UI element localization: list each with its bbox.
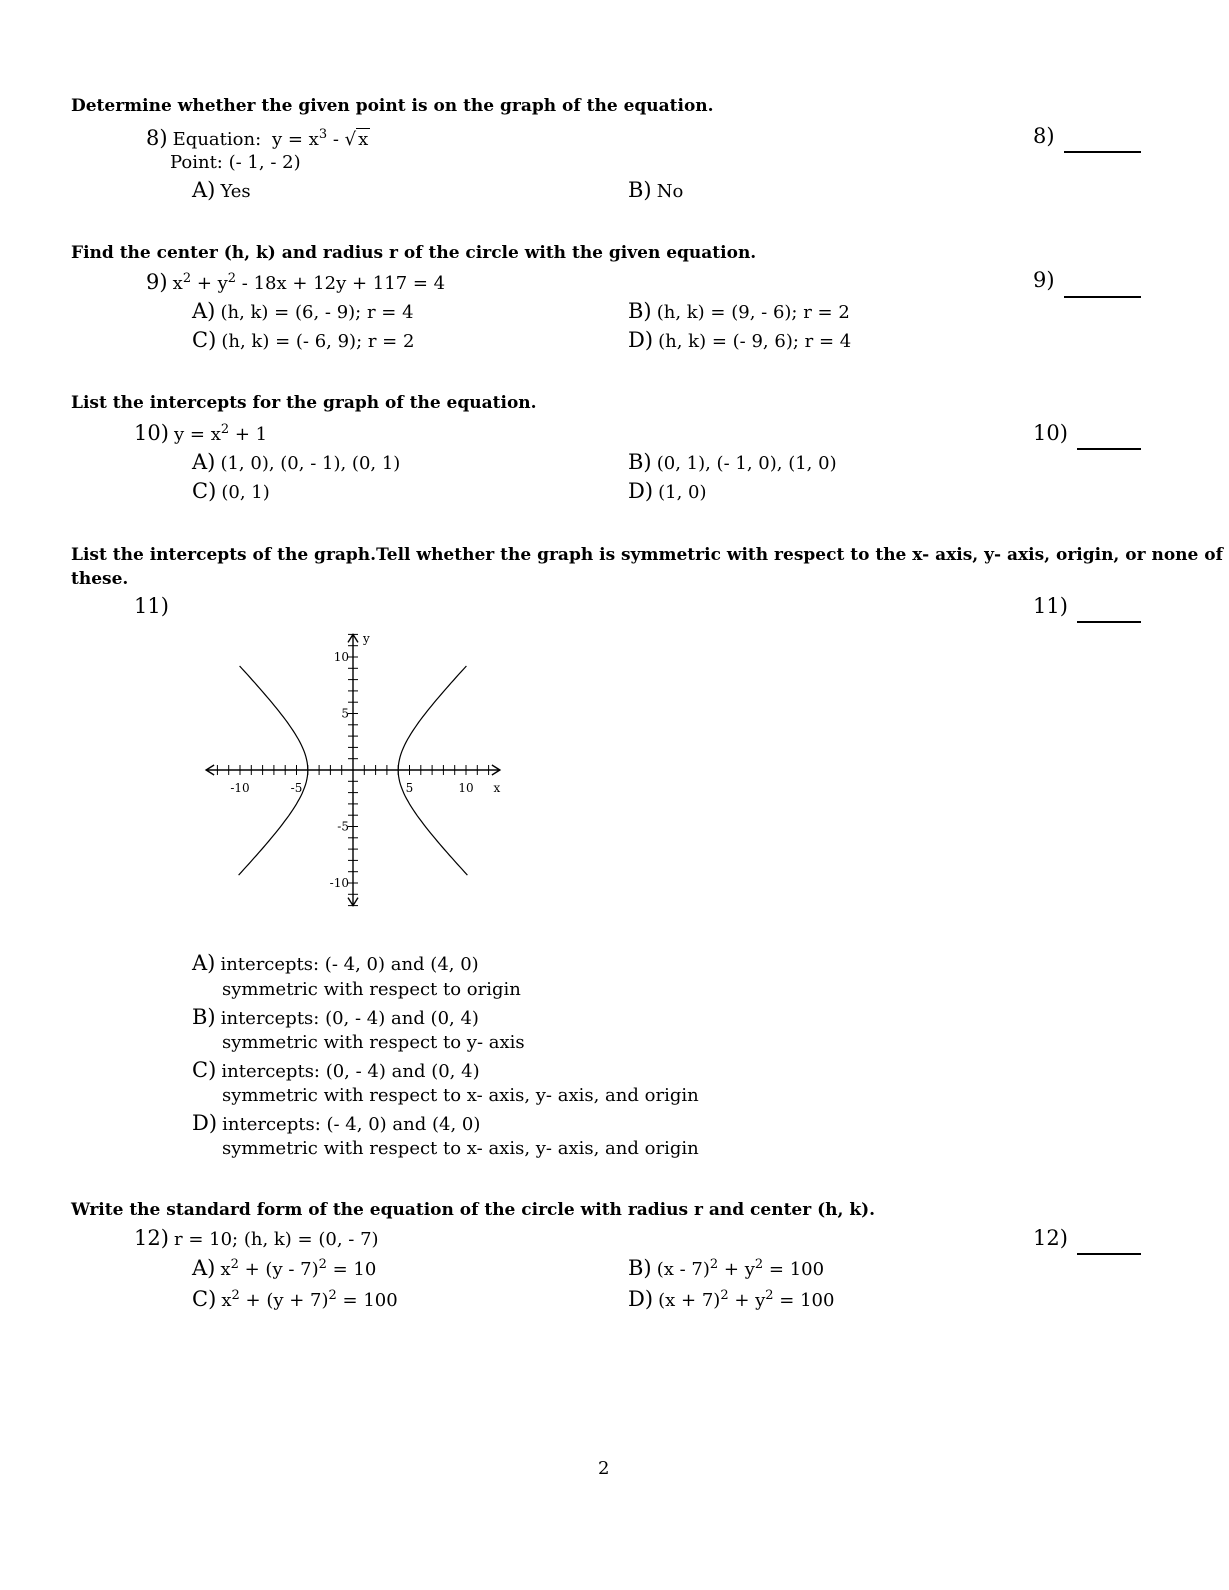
q11-choice-d-line2: symmetric with respect to x- axis, y- axis, and origin — [222, 1138, 699, 1159]
q12-choice-a[interactable]: A) $x^2 + (y - 7)^2 = 10$ — [192, 1256, 377, 1280]
q12-choice-d[interactable]: D) $(x + 7)^2 + y^2 = 100$ — [628, 1287, 835, 1311]
q9-prompt — [146, 270, 445, 294]
q12-number: 12) — [134, 1226, 169, 1250]
page-number: 2 — [598, 1458, 610, 1479]
q9-equation: $x^2 + y^2 - 18x + 12y + 117 = 4$ — [172, 271, 446, 294]
q12-answer-blank[interactable] — [1077, 1253, 1141, 1255]
q10-number: 10) — [134, 421, 169, 445]
q9-choice-a[interactable]: A) (h, k) = (6, - 9); r = 4 — [192, 299, 414, 323]
q12-choice-c[interactable]: C) $x^2 + (y + 7)^2 = 100$ — [192, 1287, 398, 1311]
q10-choice-a[interactable]: A) (1, 0), (0, - 1), (0, 1) — [192, 450, 401, 474]
q11-graph — [195, 618, 515, 928]
q8-point: Point: (- 1, - 2) — [170, 152, 301, 173]
q8-instruction: Determine whether the given point is on the graph of the equation. — [71, 96, 714, 116]
q11-instruction-line2: these. — [71, 569, 129, 589]
q12-instruction: Write the standard form of the equation of the circle with radius r and center (h, k). — [71, 1200, 876, 1220]
y-tick-label: -10 — [329, 876, 349, 890]
q9-answer-number: 9) — [1033, 268, 1055, 292]
y-tick-label: 10 — [333, 650, 349, 664]
q8-choice-a[interactable]: A) Yes — [192, 178, 251, 202]
q8-equation-label: Equation: — [172, 129, 262, 150]
q9-number: 9) — [146, 270, 168, 294]
q11-choice-b[interactable]: B) intercepts: (0, - 4) and (0, 4) — [192, 1005, 479, 1029]
q8-number: 8) — [146, 126, 168, 150]
q11-choice-d[interactable]: D) intercepts: (- 4, 0) and (4, 0) — [192, 1111, 481, 1135]
q9-choice-b[interactable]: B) (h, k) = (9, - 6); r = 2 — [628, 299, 850, 323]
x-axis-label: x — [493, 781, 501, 795]
q10-instruction: List the intercepts for the graph of the equation. — [71, 393, 537, 413]
q9-choice-d[interactable]: D) (h, k) = (- 9, 6); r = 4 — [628, 328, 852, 352]
q11-choice-c-line2: symmetric with respect to x- axis, y- axis, and origin — [222, 1085, 699, 1106]
q11-choice-b-line2: symmetric with respect to y- axis — [222, 1032, 525, 1053]
q8-answer-blank[interactable] — [1064, 151, 1141, 153]
q12-prompt — [134, 1226, 379, 1250]
q10-answer-number: 10) — [1033, 421, 1068, 445]
q11-number: 11) — [134, 594, 169, 618]
x-tick-label: -10 — [230, 781, 250, 795]
q10-equation: $y = x^2 + 1$ — [174, 422, 268, 445]
sqrt-symbol: √ x — [344, 129, 369, 150]
q9-choice-c[interactable]: C) (h, k) = (- 6, 9); r = 2 — [192, 328, 415, 352]
q12-answer-number: 12) — [1033, 1226, 1068, 1250]
q11-answer-number: 11) — [1033, 594, 1068, 618]
y-tick-label: -5 — [337, 819, 349, 834]
q10-prompt — [134, 421, 267, 445]
q10-choice-c[interactable]: C) (0, 1) — [192, 479, 270, 503]
x-tick-label: -5 — [290, 781, 303, 795]
q10-choice-d[interactable]: D) (1, 0) — [628, 479, 707, 503]
q9-answer-blank[interactable] — [1064, 296, 1141, 298]
q11-choice-a-line2: symmetric with respect to origin — [222, 979, 521, 1000]
q8-prompt — [146, 126, 370, 150]
q11-choice-c[interactable]: C) intercepts: (0, - 4) and (0, 4) — [192, 1058, 480, 1082]
q11-answer-blank[interactable] — [1077, 621, 1141, 623]
q10-choice-b[interactable]: B) (0, 1), (- 1, 0), (1, 0) — [628, 450, 837, 474]
q11-choice-a[interactable]: A) intercepts: (- 4, 0) and (4, 0) — [192, 951, 479, 975]
q8-choice-b[interactable]: B) No — [628, 178, 684, 202]
q8-equation: $y = x^3$ - √ x — [271, 127, 369, 150]
q11-instruction-line1: List the intercepts of the graph.Tell whether the graph is symmetric with respect to the x- axis, y- axis, origin, or none of — [71, 545, 1223, 565]
x-tick-label: 5 — [405, 781, 414, 795]
q10-answer-blank[interactable] — [1077, 448, 1141, 450]
q12-given: r = 10; (h, k) = (0, - 7) — [174, 1229, 379, 1250]
y-tick-label: 5 — [341, 706, 349, 721]
q12-choice-b[interactable]: B) $(x - 7)^2 + y^2 = 100$ — [628, 1256, 825, 1280]
y-axis-label: y — [363, 631, 370, 646]
q8-answer-number: 8) — [1033, 124, 1055, 148]
x-tick-label: 10 — [458, 781, 474, 795]
q9-instruction: Find the center (h, k) and radius r of the circle with the given equation. — [71, 243, 757, 263]
